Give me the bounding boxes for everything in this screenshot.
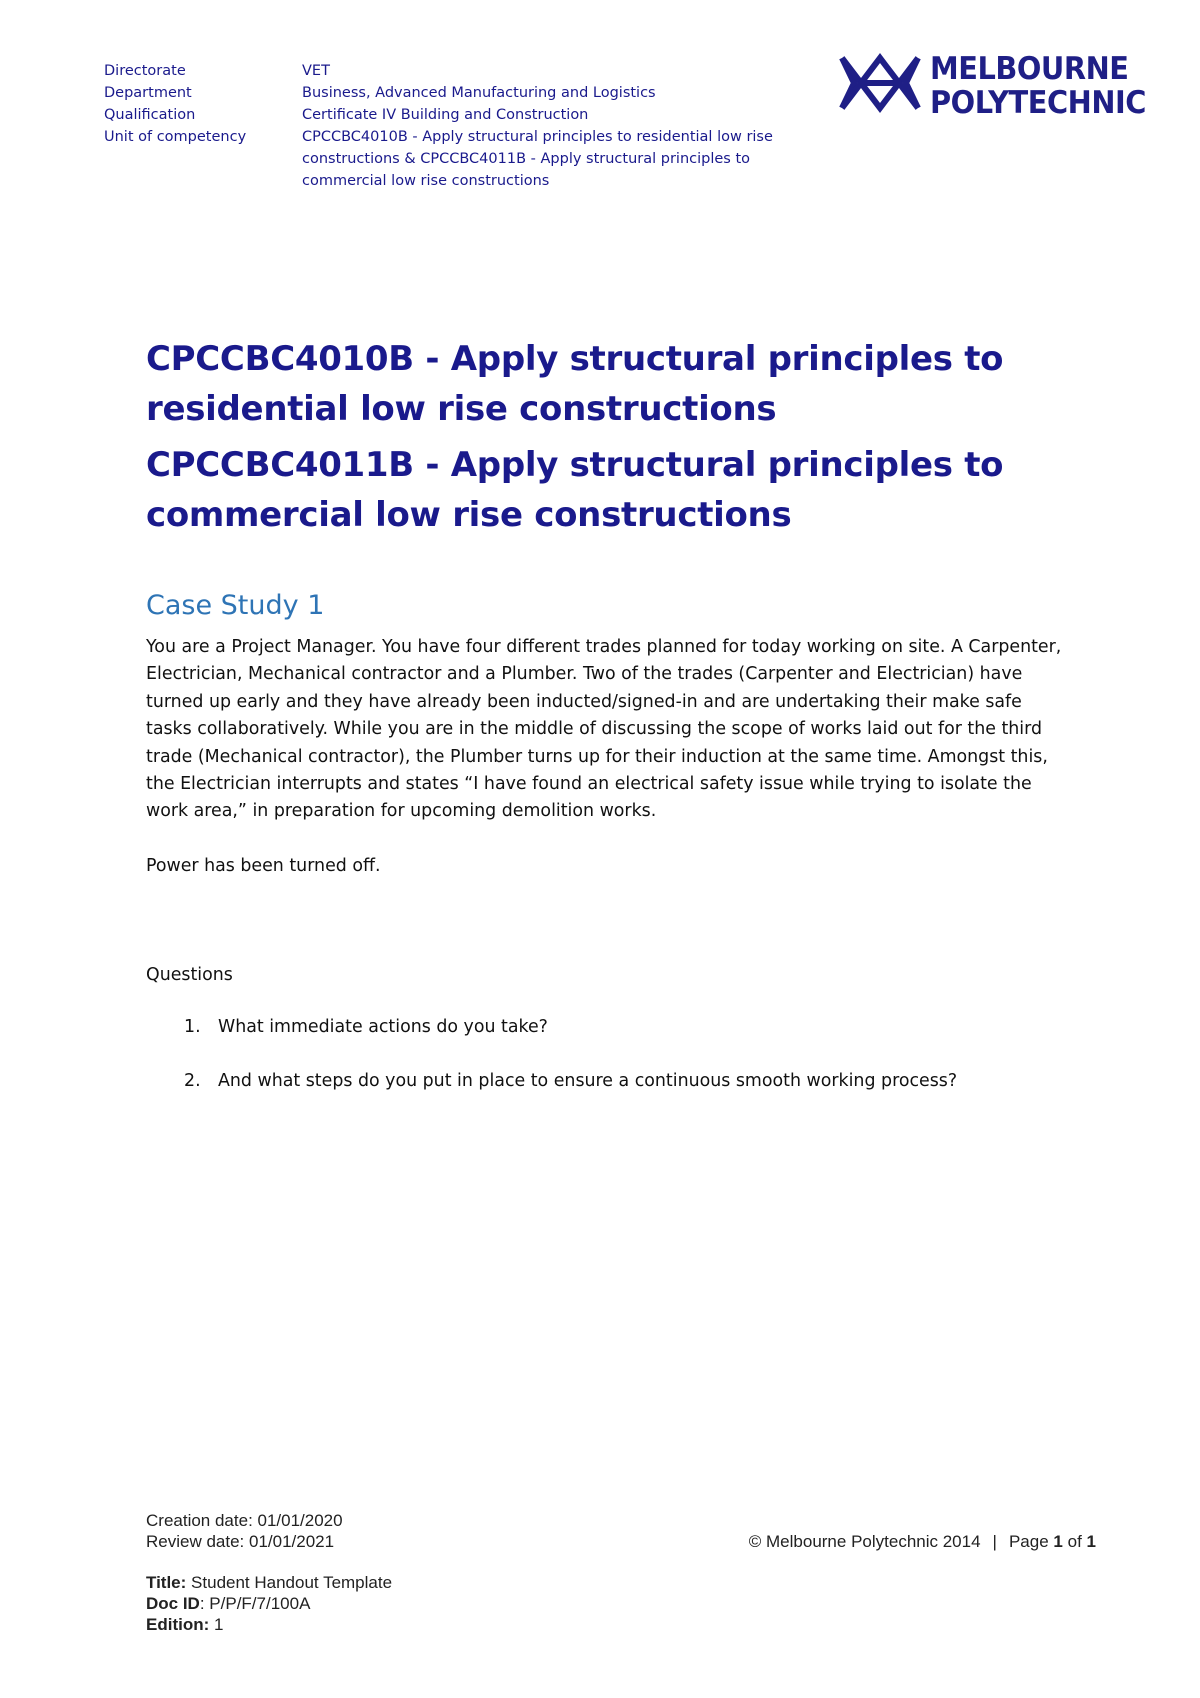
review-date: Review date: 01/01/2021 [146, 1532, 335, 1551]
docid-value: : P/P/F/7/100A [199, 1594, 311, 1613]
case-study-paragraph: Power has been turned off. [146, 855, 381, 876]
case-study-heading: Case Study 1 [146, 590, 325, 621]
title-label: Title: [146, 1573, 187, 1592]
logo-line-2: POLYTECHNIC [930, 85, 1146, 121]
case-study-paragraph: You are a Project Manager. You have four different trades planned for today working on site. A Carpenter, Electrician, Mechanical contractor and a Plumber. Two of the trades (Carpenter and Electrician) have turned up early and they have already been inducted/signed-in and are undertaking their make safe tasks collaboratively. While you are in the middle of discussing the scope of works laid out for the third trade (Mechanical contractor), the Plumber turns up for their induction at the same time. Amongst this, the Electrician interrupts and states “I have found an electrical safety issue while trying to isolate the work area,” in preparation for upcoming demolition works. [146, 637, 1062, 822]
question-item [146, 1068, 1106, 1095]
page-word: Page [1008, 1532, 1049, 1551]
creation-date: Creation date: 01/01/2020 [146, 1511, 343, 1530]
copyright-text: © Melbourne Polytechnic 2014 [748, 1532, 981, 1551]
case-study-body [146, 634, 1066, 907]
footer-dates [146, 1510, 343, 1552]
logo-mark-icon [838, 52, 922, 114]
meta-value: Certificate IV Building and Construction [302, 107, 589, 123]
footer-separator: | [992, 1532, 997, 1551]
footer-doc-info [146, 1572, 392, 1635]
question-number: 2. [184, 1071, 201, 1091]
question-text: And what steps do you put in place to ensure a continuous smooth working process? [218, 1071, 958, 1091]
document-title [146, 334, 1086, 546]
meta-value: VET [302, 63, 330, 79]
page-total: 1 [1086, 1532, 1096, 1551]
footer-title [146, 1572, 392, 1593]
logo-line-1: MELBOURNE [930, 51, 1129, 87]
meta-label: Directorate [104, 63, 186, 79]
meta-row-directorate [104, 60, 824, 82]
footer-edition [146, 1614, 392, 1635]
docid-label: Doc ID [146, 1594, 200, 1613]
question-text: What immediate actions do you take? [218, 1017, 548, 1037]
meta-value: Business, Advanced Manufacturing and Logistics [302, 85, 656, 101]
title-value: Student Handout Template [191, 1573, 393, 1592]
logo-text [930, 52, 1146, 120]
meta-row-qualification [104, 104, 824, 126]
page-current: 1 [1053, 1532, 1063, 1551]
meta-value: CPCCBC4010B - Apply structural principles to residential low rise constructions & CPCCBC4011B - Apply structural principles to commercial low rise constructions [302, 129, 773, 189]
footer-copyright-page [749, 1531, 1096, 1552]
meta-label: Qualification [104, 107, 196, 123]
page-of: of [1067, 1532, 1082, 1551]
meta-row-unit [104, 126, 824, 192]
footer-docid [146, 1593, 392, 1614]
questions-label: Questions [146, 965, 233, 985]
melbourne-polytechnic-logo [838, 51, 1146, 124]
question-item [146, 1014, 1106, 1041]
meta-label: Unit of competency [104, 129, 247, 145]
question-number: 1. [184, 1017, 201, 1037]
questions-list [146, 1014, 1106, 1122]
document-meta [104, 60, 824, 192]
title-line-1: CPCCBC4010B - Apply structural principles to residential low rise constructions [146, 339, 1004, 429]
title-line-2: CPCCBC4011B - Apply structural principles to commercial low rise constructions [146, 445, 1004, 535]
meta-label: Department [104, 85, 192, 101]
meta-row-department [104, 82, 824, 104]
edition-label: Edition: [146, 1615, 210, 1634]
edition-value: 1 [214, 1615, 224, 1634]
